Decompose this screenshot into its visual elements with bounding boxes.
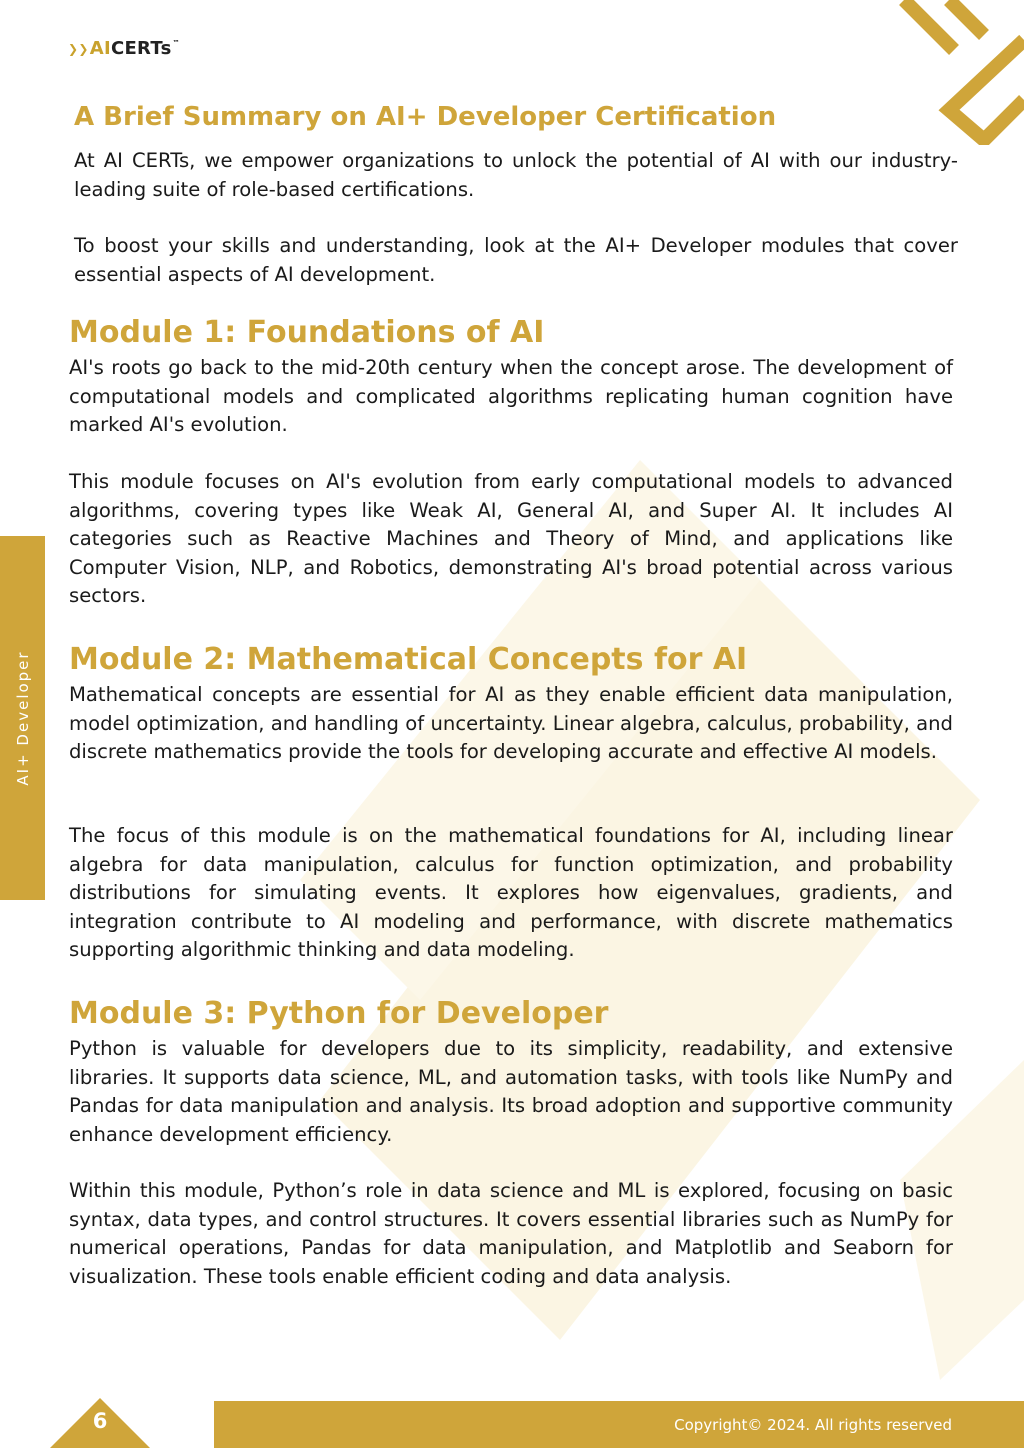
logo-ai-text: AI — [89, 38, 111, 59]
summary-paragraph-1: At AI CERTs, we empower organizations to unlock the potential of AI with our industry-leading suite of role-based certifications. — [74, 149, 958, 201]
copyright-text: Copyright© 2024. All rights reserved — [674, 1416, 952, 1434]
chevron-icon: ❯❯ — [68, 41, 89, 56]
logo-trademark: ™ — [172, 38, 180, 47]
page-number: 6 — [92, 1409, 108, 1433]
corner-decoration — [894, 0, 1024, 145]
module-2-paragraph-2: The focus of this module is on the mathematical foundations for AI, including linear algebra for data manipulation, calculus for function optimization, and probability distributions for simulating events. It explores how eigenvalues, gradients, and integration contribute to AI modeling and performance, with discrete mathematics supporting algorithmic thinking and data modeling. — [69, 824, 953, 961]
module-3-paragraph-2: Within this module, Python’s role in data science and ML is explored, focusing on basic syntax, data types, and control structures. It covers essential libraries such as NumPy for numerical operations, Pandas for data manipulation, and Matplotlib and Seaborn for visualization. These tools enable efficient coding and data analysis. — [69, 1179, 953, 1288]
side-tab-label: AI+ Developer — [13, 650, 32, 786]
module-2-title: Module 2: Mathematical Concepts for AI — [69, 642, 748, 677]
module-1-paragraph-1: AI's roots go back to the mid-20th century when the concept arose. The development of computational models and complicated algorithms replicating human cognition have marked AI's evolution. — [69, 356, 953, 436]
module-2-paragraph-1: Mathematical concepts are essential for AI as they enable efficient data manipulation, model optimization, and handling of uncertainty. Linear algebra, calculus, probability, and discrete mathematics provide the tools for developing accurate and effective AI models. — [69, 683, 953, 763]
logo-certs-text: CERTs — [110, 38, 172, 59]
module-1-paragraph-2: This module focuses on AI's evolution from early computational models to advanced algorithms, covering types like Weak AI, General AI, and Super AI. It includes AI categories such as Reactive Machines and Theory of Mind, and applications like Computer Vision, NLP, and Robotics, demonstrating AI's broad potential across various sectors. — [69, 470, 953, 607]
summary-title: A Brief Summary on AI+ Developer Certification — [74, 102, 777, 132]
module-1-title: Module 1: Foundations of AI — [69, 315, 545, 350]
module-3-title: Module 3: Python for Developer — [69, 996, 609, 1031]
summary-paragraph-2: To boost your skills and understanding, look at the AI+ Developer modules that cover essential aspects of AI development. — [74, 234, 958, 286]
footer-bar — [214, 1401, 1024, 1448]
module-3-paragraph-1: Python is valuable for developers due to its simplicity, readability, and extensive libraries. It supports data science, ML, and automation tasks, with tools like NumPy and Pandas for data manipulation and analysis. Its broad adoption and supportive community enhance development efficiency. — [69, 1037, 953, 1146]
side-tab — [0, 536, 45, 900]
ai-certs-logo — [68, 38, 180, 59]
